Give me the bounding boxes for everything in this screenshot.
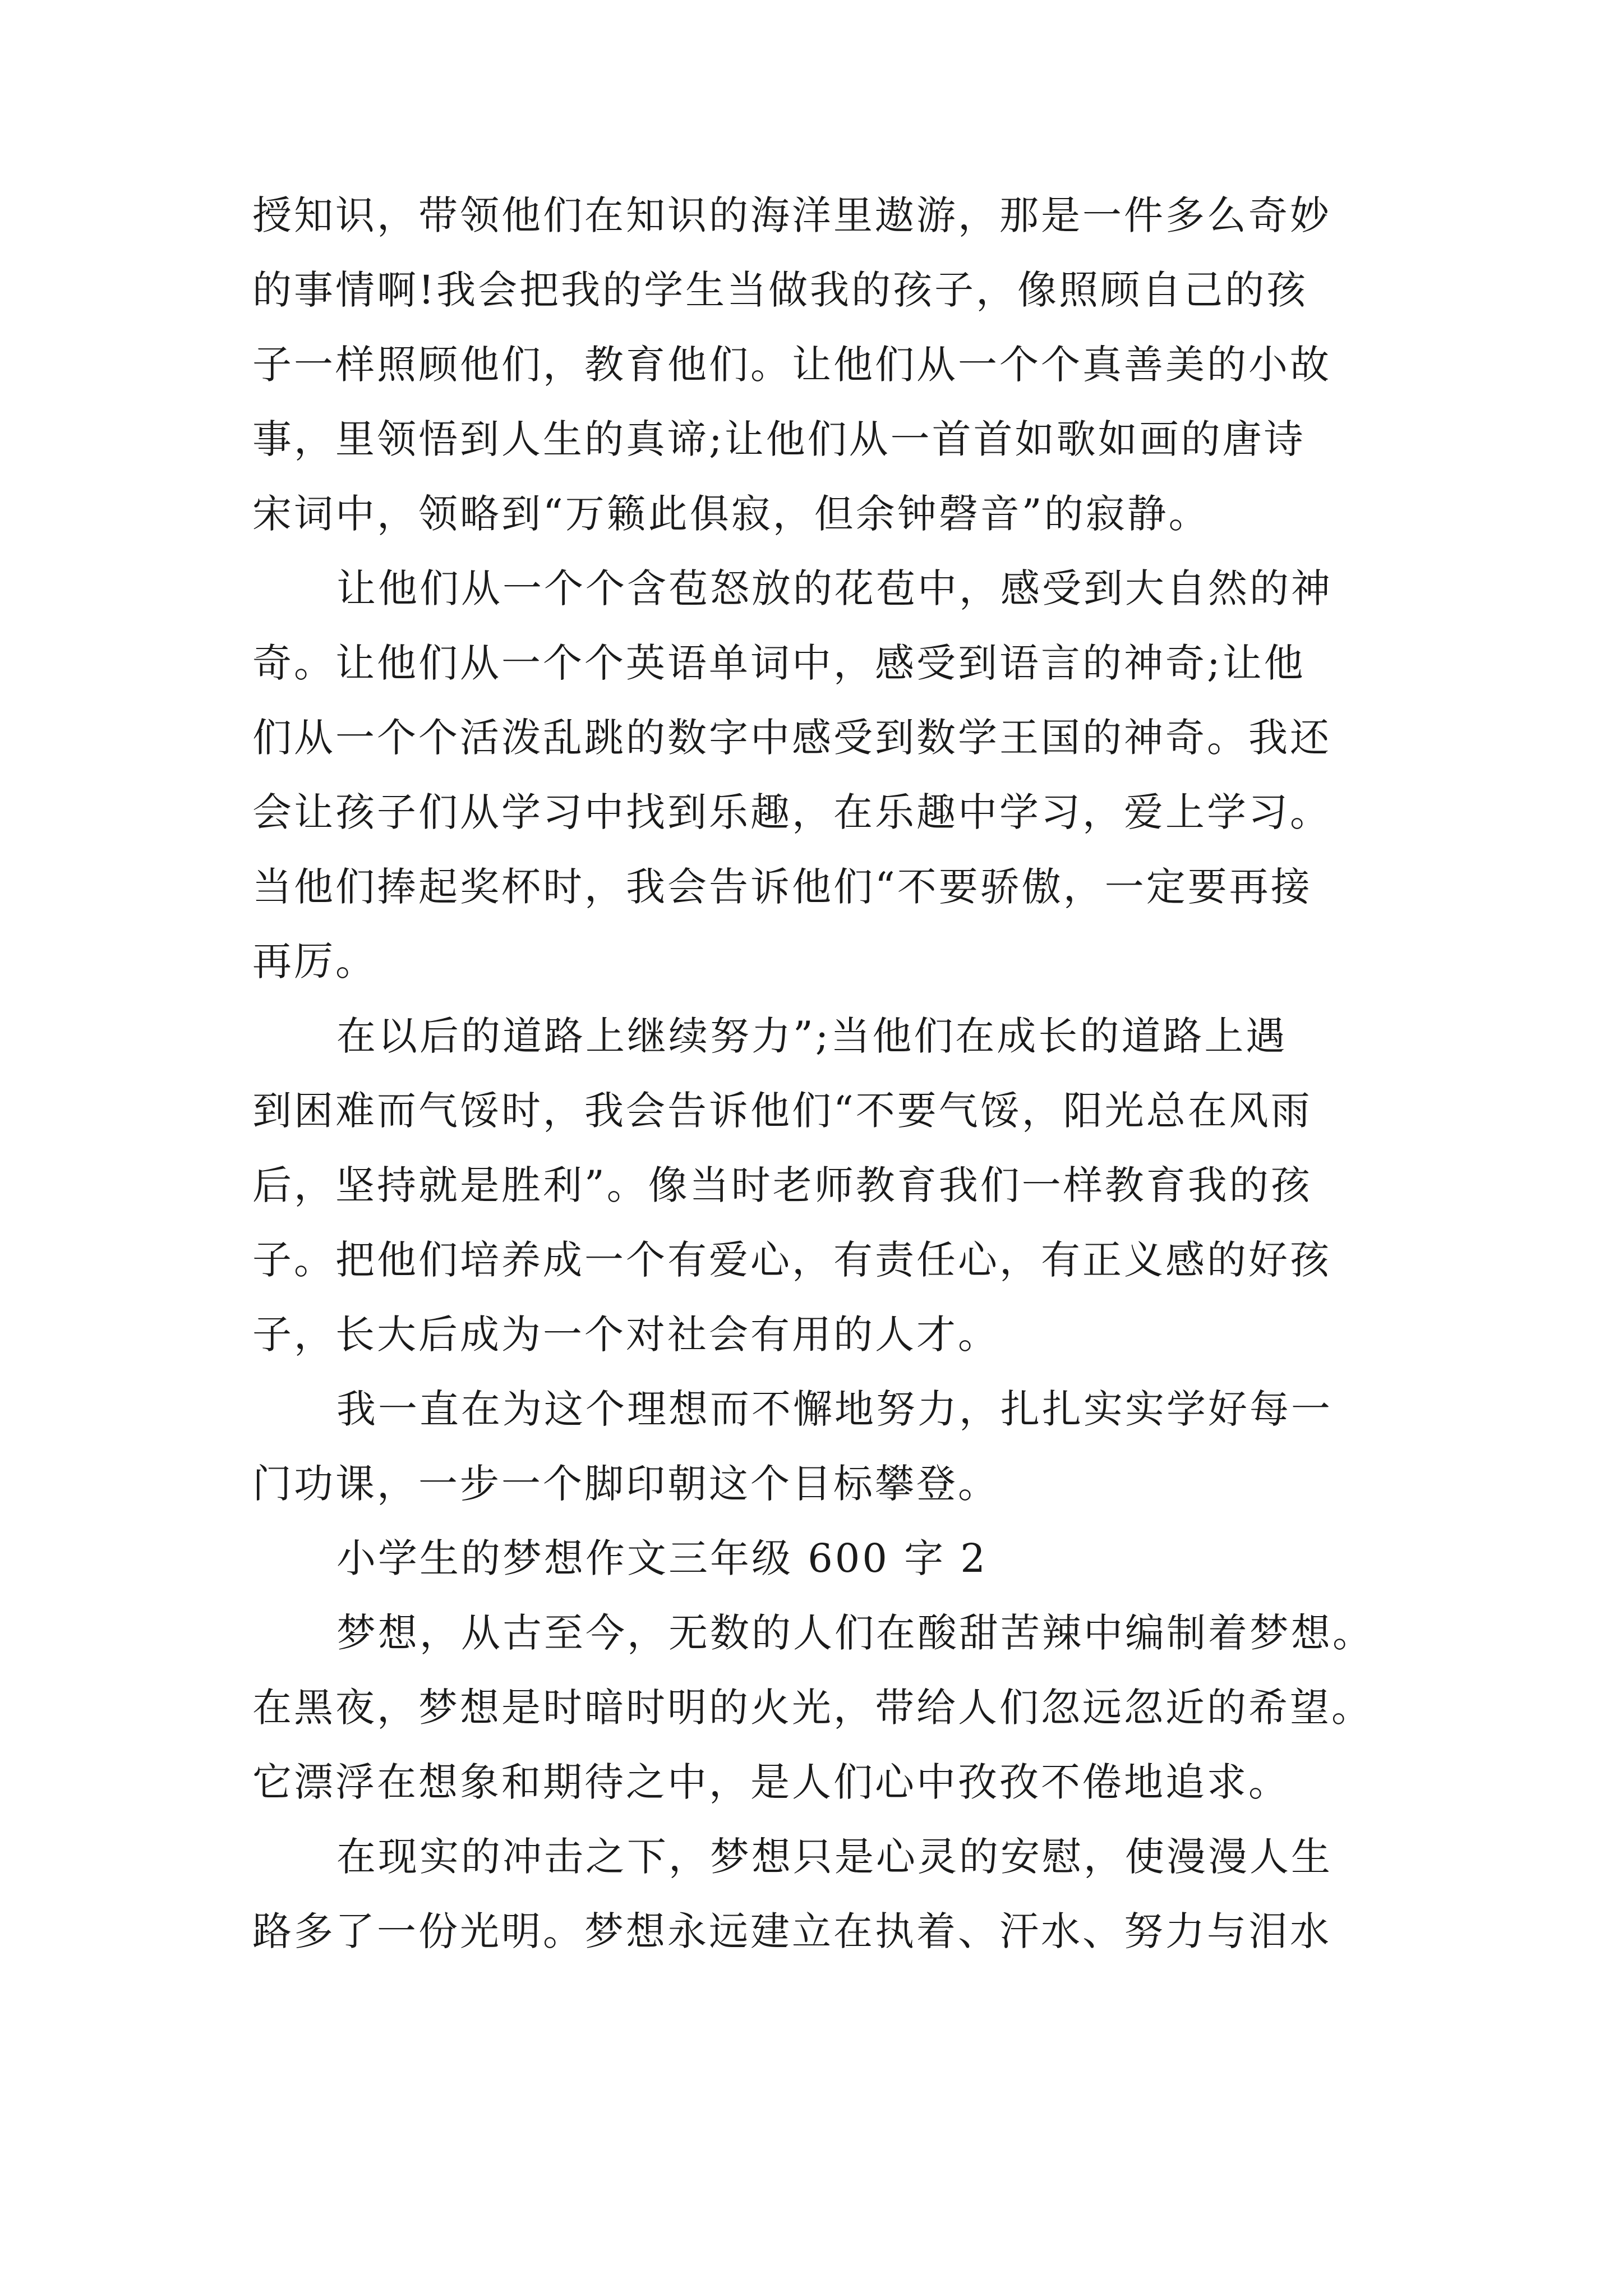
text-line: 路多了一份光明。梦想永远建立在执着、汗水、努力与泪水	[252, 1908, 1331, 1954]
text-line: 后，坚持就是胜利”。像当时老师教育我们一样教育我的孩	[252, 1162, 1312, 1208]
text-line: 当他们捧起奖杯时，我会告诉他们“不要骄傲，一定要再接	[252, 864, 1312, 910]
text-line: 宋词中，领略到“万籁此俱寂，但余钟磬音”的寂静。	[252, 491, 1210, 537]
text-line: 会让孩子们从学习中找到乐趣，在乐趣中学习，爱上学习。	[252, 789, 1331, 835]
text-line: 奇。让他们从一个个英语单词中，感受到语言的神奇;让他	[252, 640, 1306, 686]
text-line: 在黑夜，梦想是时暗时明的火光，带给人们忽远忽近的希望。	[252, 1685, 1373, 1731]
text-line: 它漂浮在想象和期待之中，是人们心中孜孜不倦地追求。	[252, 1759, 1290, 1805]
paragraph-start-line: 梦想，从古至今，无数的人们在酸甜苦辣中编制着梦想。	[336, 1610, 1374, 1656]
paragraph-start-line: 我一直在为这个理想而不懈地努力，扎扎实实学好每一	[336, 1386, 1332, 1432]
section-heading: 小学生的梦想作文三年级 600 字 2	[336, 1535, 988, 1581]
text-line: 事，里领悟到人生的真谛;让他们从一首首如歌如画的唐诗	[252, 416, 1306, 462]
text-line: 到困难而气馁时，我会告诉他们“不要气馁，阳光总在风雨	[252, 1088, 1312, 1134]
paragraph-start-line: 让他们从一个个含苞怒放的花苞中，感受到大自然的神	[336, 565, 1332, 611]
text-line: 的事情啊!我会把我的学生当做我的孩子，像照顾自己的孩	[252, 267, 1308, 313]
text-line: 们从一个个活泼乱跳的数字中感受到数学王国的神奇。我还	[252, 715, 1331, 761]
text-line: 授知识，带领他们在知识的海洋里遨游，那是一件多么奇妙	[252, 192, 1331, 238]
text-line: 子，长大后成为一个对社会有用的人才。	[252, 1312, 999, 1358]
text-line: 门功课，一步一个脚印朝这个目标攀登。	[252, 1461, 999, 1507]
text-line: 子一样照顾他们，教育他们。让他们从一个个真善美的小故	[252, 342, 1331, 388]
text-line: 再厉。	[252, 938, 377, 984]
paragraph-start-line: 在以后的道路上继续努力”;当他们在成长的道路上遇	[336, 1013, 1288, 1059]
text-line: 子。把他们培养成一个有爱心，有责任心，有正义感的好孩	[252, 1237, 1331, 1283]
paragraph-start-line: 在现实的冲击之下，梦想只是心灵的安慰，使漫漫人生	[336, 1834, 1332, 1880]
body-text	[252, 178, 1424, 1969]
